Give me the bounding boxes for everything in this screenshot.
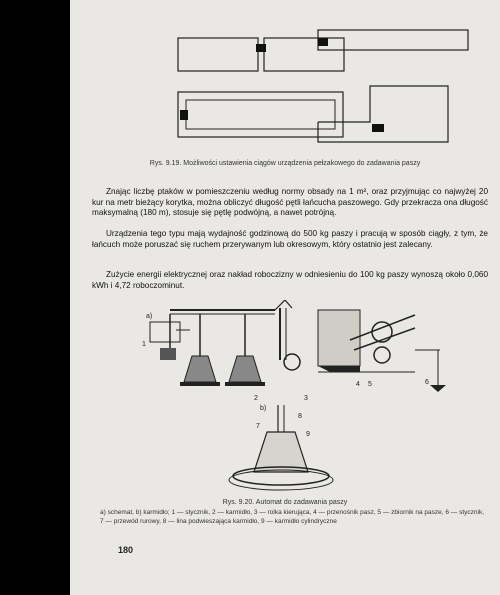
label-8: 8: [298, 413, 302, 420]
drive-unit-marker: [180, 110, 188, 120]
label-9: 9: [306, 431, 310, 438]
figure-9-19-diagram: [70, 0, 500, 150]
paragraph-3: Zużycie energii elektrycznej oraz nakład roboczizny w odniesieniu do 100 kg paszy wynoszą około 0,060 kWh i 4,72 roboczominut.: [92, 270, 488, 290]
label-7: 7: [256, 423, 260, 430]
drive-unit-marker: [256, 44, 266, 52]
feeder-loop-top-right: [318, 30, 468, 50]
figure-9-20-title: Rys. 9.20. Automat do zadawania paszy: [222, 499, 348, 506]
label-b: b): [260, 405, 267, 412]
label-2: 2: [254, 395, 258, 402]
drive-unit-marker: [372, 124, 384, 132]
l-shaped-loop: [318, 86, 448, 142]
double-loop-inner: [186, 100, 335, 129]
figure-9-19-caption: Rys. 9.19. Możliwości ustawienia ciągów urządzenia pełzakowego do zadawania paszy: [149, 160, 421, 167]
feeder-box-left: [178, 38, 258, 71]
label-6: 6: [425, 379, 429, 386]
label-3: 3: [304, 395, 308, 402]
label-1: 1: [142, 341, 146, 348]
paragraph-1: Znając liczbę ptaków w pomieszczeniu według normy obsady na 1 m², oraz przyjmując co najwyżej 20 kur na metr bieżący korytka, można obliczyć długość pętli łańcucha paszowego. Gdy przekracza ona długość maksymalną (180 m), stosuje się pętlę podwójną, a nawet potrójną.: [92, 187, 488, 218]
drive-unit-marker: [318, 38, 328, 46]
label-4: 4: [356, 381, 360, 388]
paragraph-2: Urządzenia tego typu mają wydajność godzinową do 500 kg paszy i pracują w sposób ciągły, z tym, że łańcuch może poruszać się ruchem przerywanym lub okresowym, który ostatnio jest zalecany.: [92, 229, 488, 249]
figure-9-20-diagram: [70, 300, 500, 500]
label-5: 5: [368, 381, 372, 388]
figure-9-20-legend: a) schemat, b) karmidło; 1 — stycznik, 2 — karmidło, 3 — rolka kierująca, 4 — przenośnik pasz, 5 — zbiornik na pasze, 6 — stycznik, 7 — przewód rurowy, 8 — lina podwieszająca karmidło, 9 — karmidło cylindryczne: [100, 509, 485, 525]
page-number: 180: [118, 545, 134, 555]
feeder-box-right: [264, 38, 344, 71]
book-page: [70, 0, 500, 595]
label-a: a): [146, 313, 153, 320]
